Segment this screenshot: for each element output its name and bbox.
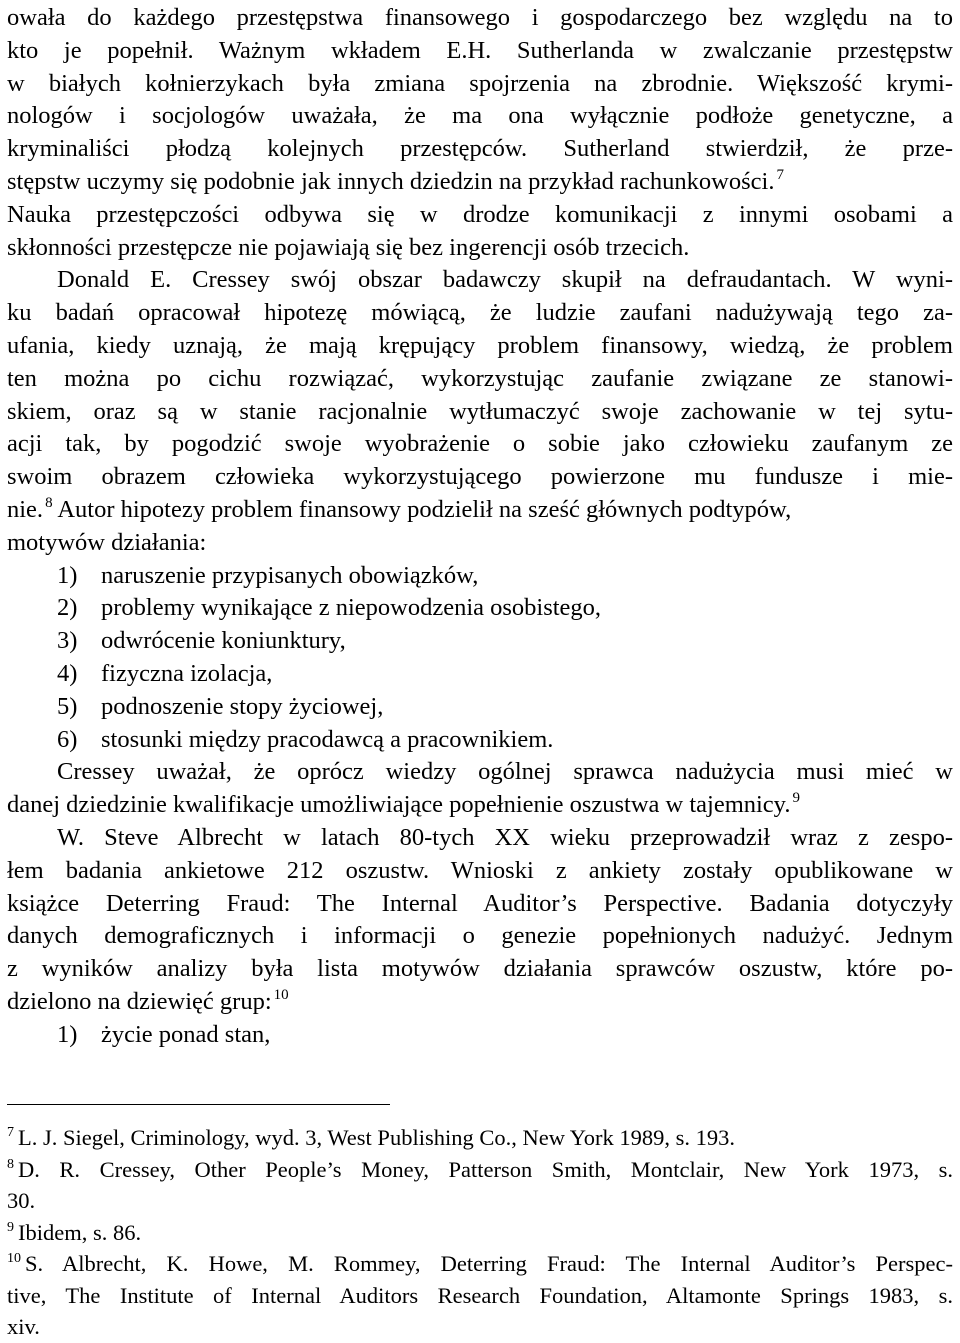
text-line: skłonności przestępcze nie pojawiają się bez ingerencji osób trzecich. [7,233,690,261]
footnote-ref-8[interactable]: 8 [45,494,53,511]
albrecht-motives-list [7,1019,953,1052]
footnote-text: L. J. Siegel, Criminology, wyd. 3, West Publishing Co., New York 1989, s. 193. [18,1125,735,1150]
list-item [7,560,953,593]
list-text: odwrócenie koniunktury, [101,627,346,655]
text-line: ufania, kiedy uznają, że mają krępujący problem finansowy, wiedzą, że problem [7,331,953,359]
list-text: problemy wynikające z niepowodzenia osobistego, [101,594,602,622]
paragraph-albrecht [7,822,953,1019]
footnote-ref-10[interactable]: 10 [273,986,289,1003]
text-line: motywów działania: [7,528,207,556]
list-item [7,658,953,691]
list-number: 4) [57,659,78,687]
list-number: 1) [57,1020,78,1048]
list-number: 3) [57,627,78,655]
footnote-mark: 7 [7,1125,14,1140]
footnote-8 [7,1154,953,1217]
text-line: Cressey uważał, że oprócz wiedzy ogólnej sprawca nadużycia musi mieć w [57,758,953,786]
list-item [7,691,953,724]
text-line: swoim obrazem człowieka wykorzystującego powierzone mu fundusze i mie- [7,463,953,491]
list-text: podnoszenie stopy życiowej, [101,692,384,720]
text-line: danych demograficznych i informacji o genezie popełnionych nadużyć. Jednym [7,922,953,950]
text-line: w białych kołnierzykach była zmiana spojrzenia na zbrodnie. Większość krymi- [7,69,953,97]
footnote-separator [7,1104,390,1105]
footnote-ref-9[interactable]: 9 [792,790,800,807]
footnote-text: Ibidem, s. 86. [18,1219,142,1245]
text-line-content: Autor hipotezy problem finansowy podzielił na sześć głównych podtypów, [52,495,792,523]
text-line-content: nie. [7,495,44,523]
list-text: życie ponad stan, [101,1020,271,1048]
list-text: naruszenie przypisanych obowiązków, [101,561,479,589]
text-line-content: danej dziedzinie kwalifikacje umożliwiające popełnienie oszustwa w tajemnicy. [7,791,791,819]
text-line [7,986,953,1019]
text-line: kryminaliści płodzą kolejnych przestępców. Sutherland stwierdził, że prze- [7,135,953,163]
footnote-line: xiv. [7,1314,40,1339]
list-item [7,1019,953,1052]
text-line: kto je popełnił. Ważnym wkładem E.H. Sutherlanda w zwalczanie przestępstw [7,36,953,64]
list-text: stosunki między pracodawcą a pracownikiem. [101,725,554,753]
text-line [7,166,953,199]
text-line: ku badań opracował hipotezę mówiącą, że ludzie zaufani nadużywają tego za- [7,299,953,327]
footnote-line [7,1154,953,1186]
list-item [7,724,953,757]
footnote-7 [7,1122,953,1154]
paragraph-sutherland [7,2,953,264]
text-line: Donald E. Cressey swój obszar badawczy skupił na defraudantach. W wyni- [57,266,953,294]
text-line: nologów i socjologów uważała, że ma ona wyłącznie podłoże genetyczne, a [7,102,953,130]
footnote-line [7,1248,953,1280]
list-text: fizyczna izolacja, [101,659,273,687]
text-line-content: stępstw uczymy się podobnie jak innych dziedzin na przykład rachunkowości. [7,167,775,195]
list-number: 6) [57,725,78,753]
footnote-line: tive, The Institute of Internal Auditors Research Foundation, Altamonte Springs 1983, s. [7,1282,953,1308]
paragraph-cressey [7,264,953,559]
list-number: 5) [57,692,78,720]
list-number: 1) [57,561,78,589]
paragraph-cressey-knowledge [7,756,953,822]
footnote-line [7,1122,953,1154]
motives-list [7,560,953,757]
text-line: Nauka przestępczości odbywa się w drodze komunikacji z innymi osobami a [7,200,953,228]
list-item [7,625,953,658]
text-line: skiem, oraz są w stanie racjonalnie wytłumaczyć swoje zachowanie w tej sytu- [7,397,953,425]
footnote-line [7,1217,953,1249]
footnote-ref-7[interactable]: 7 [776,166,784,183]
list-item [7,592,953,625]
text-line [7,789,953,822]
footnote-10 [7,1248,953,1343]
footnote-text: S. Albrecht, K. Howe, M. Rommey, Deterring Fraud: The Internal Auditor’s Perspec- [25,1251,953,1276]
text-line [7,494,953,527]
text-line: książce Deterring Fraud: The Internal Auditor’s Perspective. Badania dotyczyły [7,889,953,917]
footnotes [7,1122,953,1343]
text-line-content: dzielono na dziewięć grup: [7,987,272,1015]
text-line: acji tak, by pogodzić swoje wyobrażenie o sobie jako człowieku zaufanym ze [7,430,953,458]
footnote-mark: 9 [7,1219,14,1235]
list-number: 2) [57,594,78,622]
text-line: owała do każdego przestępstwa finansowego i gospodarczego bez względu na to [7,4,953,31]
text-line: z wyników analizy była lista motywów działania sprawców oszustw, które po- [7,955,953,983]
footnote-text: D. R. Cressey, Other People’s Money, Patterson Smith, Montclair, New York 1973, s. [18,1156,953,1182]
text-line: ten można po cichu rozwiązać, wykorzystując zaufanie związane ze stanowi- [7,364,953,392]
footnote-9 [7,1217,953,1249]
document-page [7,2,953,1052]
text-line: łem badania ankietowe 212 oszustw. Wnioski z ankiety zostały opublikowane w [7,856,953,884]
footnote-mark: 10 [7,1251,21,1266]
footnote-line: 30. [7,1188,36,1213]
footnote-mark: 8 [7,1156,14,1172]
text-line: W. Steve Albrecht w latach 80-tych XX wieku przeprowadził wraz z zespo- [57,823,953,851]
